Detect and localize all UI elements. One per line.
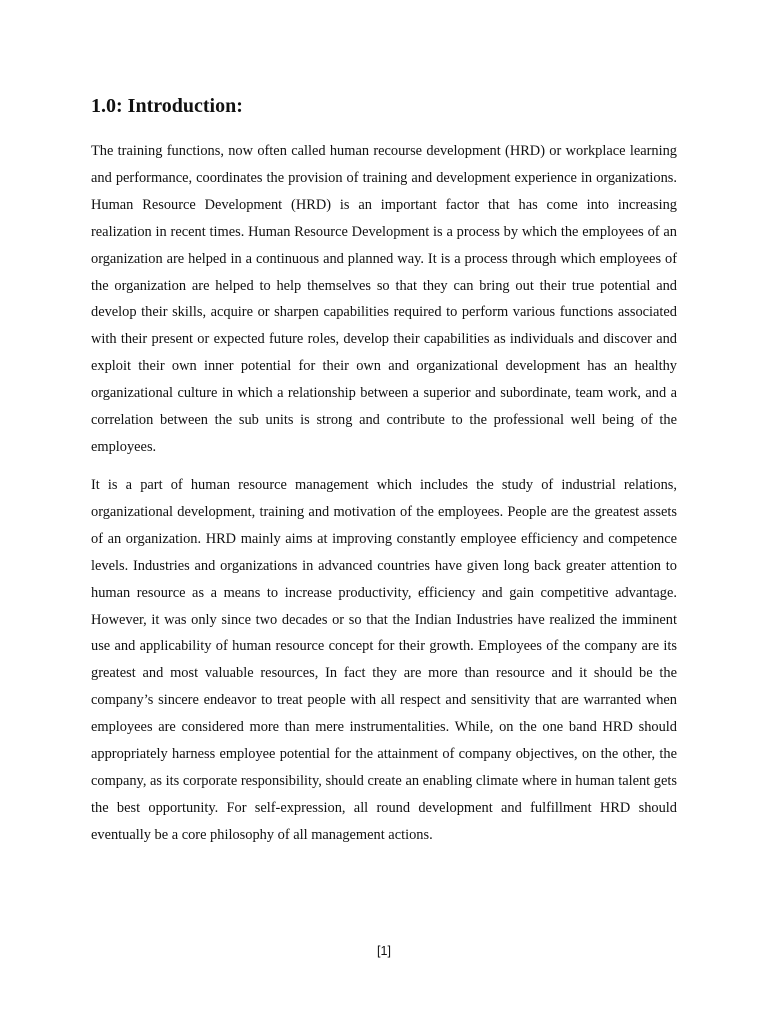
paragraph-2: It is a part of human resource management which includes the study of industrial relations, organizational development, training and motivation of the employees. People are the greatest assets of an organization. HRD mainly aims at improving constantly employee efficiency and competence levels. Industries and organizations in advanced countries have given long back greater attention to human resource as a means to increase productivity, efficiency and gain competitive advantage. However, it was only since two decades or so that the Indian Industries have realized the imminent use and applicability of human resource concept for their growth. Employees of the company are its greatest and most valuable resources, In fact they are more than resource and it should be the company’s sincere endeavor to treat people with all respect and sensitivity that are warranted when employees are considered more than mere instrumentalities. While, on the one band HRD should appropriately harness employee potential for the attainment of company objectives, on the other, the company, as its corporate responsibility, should create an enabling climate where in human talent gets the best opportunity. For self-expression, all round development and fulfillment HRD should eventually be a core philosophy of all management actions. (91, 477, 677, 843)
section-heading: 1.0: Introduction: (91, 95, 243, 117)
page-number: [1] (377, 944, 391, 958)
paragraph-1: The training functions, now often called human recourse development (HRD) or workplace learning and performance, coordinates the provision of training and development experience in organizations. Human Resource Development (HRD) is an important factor that has come into increasing realization in recent times. Human Resource Development is a process by which the employees of an organization are helped in a continuous and planned way. It is a process through which employees of the organization are helped to help themselves so that they can bring out their true potential and develop their skills, acquire or sharpen capabilities required to perform various functions associated with their present or expected future roles, develop their capabilities as individuals and discover and exploit their own inner potential for their own and organizational development has an healthy organizational culture in which a relationship between a superior and subordinate, team work, and a correlation between the sub units is strong and contribute to the professional well being of the employees. (91, 143, 677, 455)
